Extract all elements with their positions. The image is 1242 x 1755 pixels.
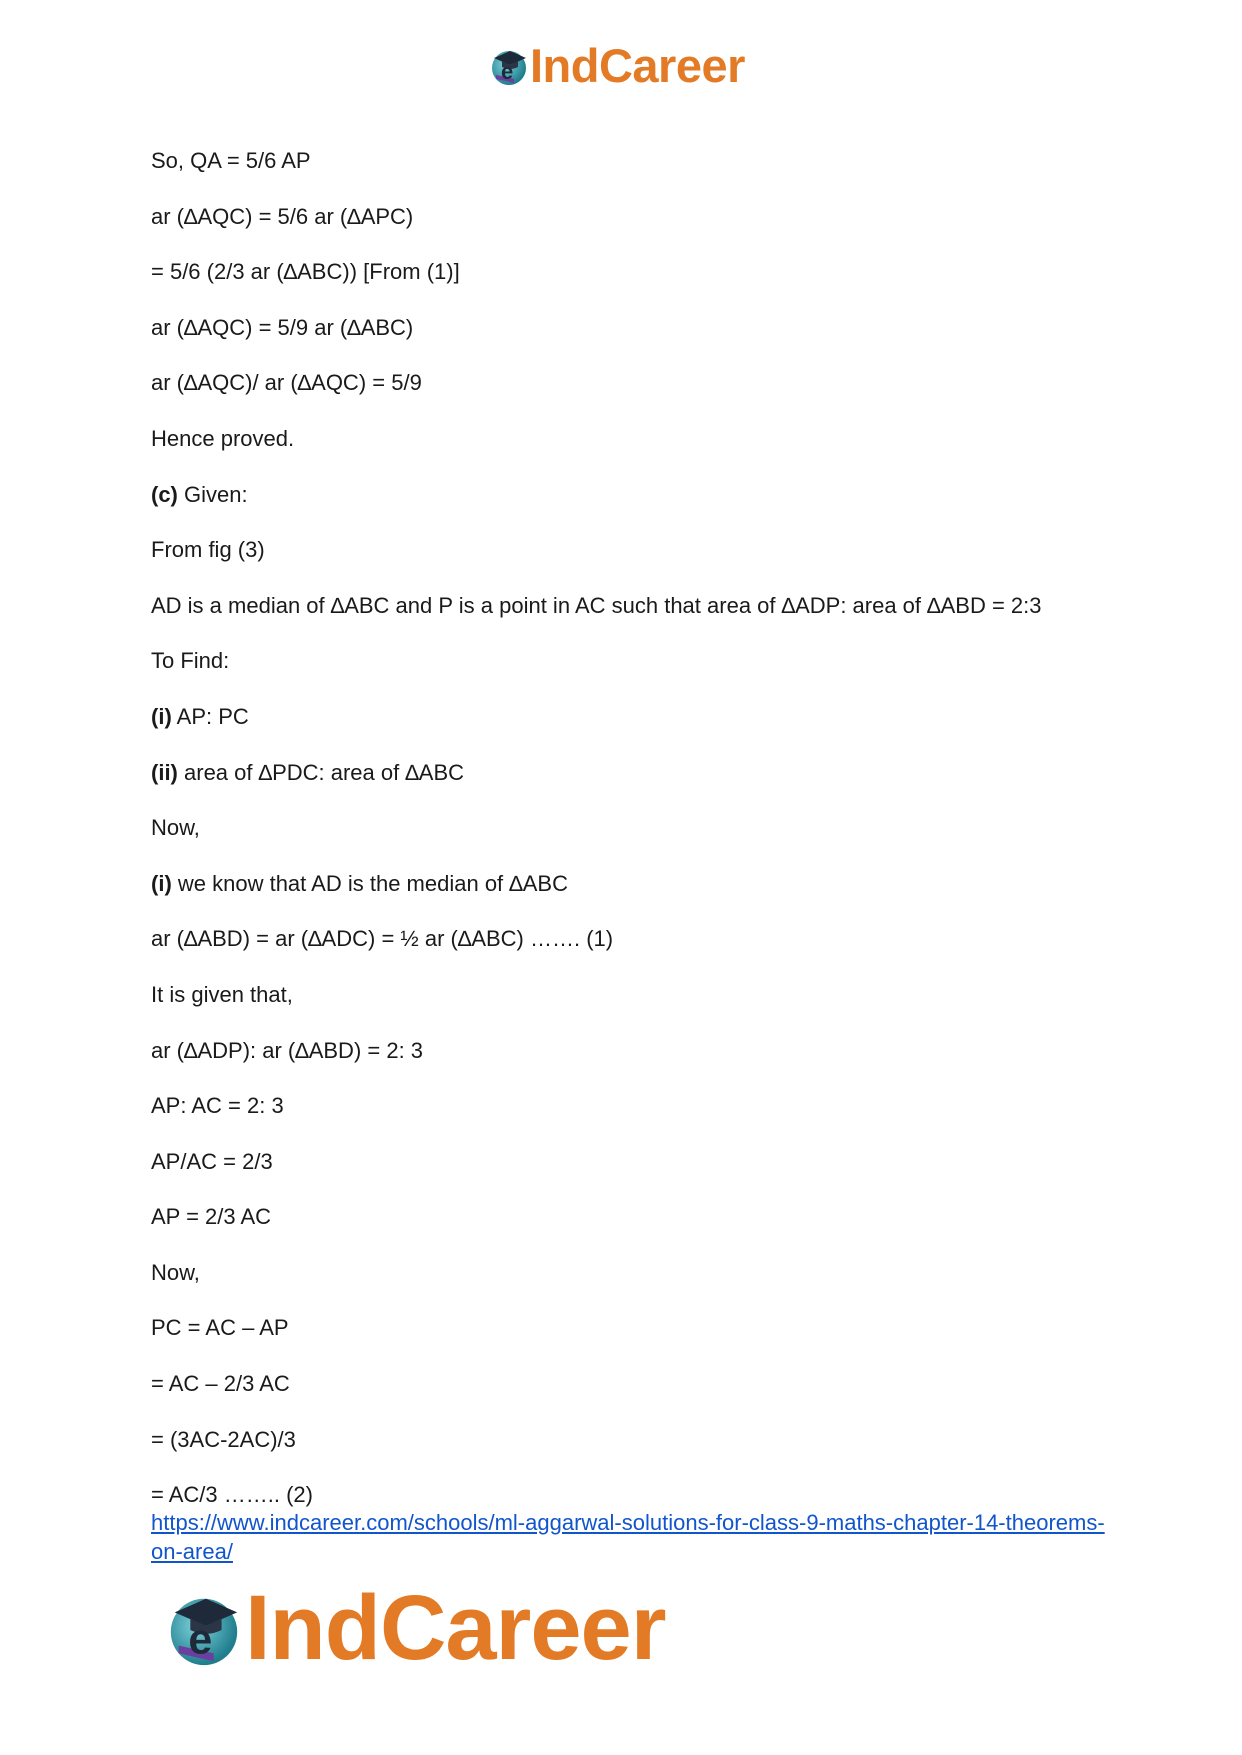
text-line <box>151 1260 1111 1286</box>
text-line <box>151 370 1111 396</box>
line-text: Now, <box>151 1259 200 1285</box>
footer-logo-text: IndCareer <box>245 1577 666 1679</box>
line-label: (ii) <box>151 759 178 785</box>
line-text: Hence proved. <box>151 425 295 451</box>
text-line <box>151 426 1111 452</box>
svg-text:e: e <box>501 58 514 84</box>
line-text: To Find: <box>151 648 230 674</box>
header-logo-text: IndCareer <box>530 39 745 92</box>
text-line <box>151 760 1111 786</box>
line-text: From fig (3) <box>151 537 265 563</box>
line-label: (i) <box>151 870 172 896</box>
line-text: = AC – 2/3 AC <box>151 1371 290 1397</box>
line-text: ar (∆ADP): ar (∆ABD) = 2: 3 <box>151 1037 424 1063</box>
source-link[interactable]: https://www.indcareer.com/schools/ml-aggarwal-solutions-for-class-9-maths-chapter-14-theorems-on-area/ <box>151 1510 1105 1565</box>
text-line <box>151 259 1111 285</box>
text-line <box>151 815 1111 841</box>
text-line <box>151 1038 1111 1064</box>
text-line <box>151 482 1111 508</box>
text-line <box>151 871 1111 897</box>
text-line <box>151 704 1111 730</box>
line-text: It is given that, <box>151 981 293 1007</box>
text-line <box>151 1427 1111 1453</box>
graduation-cap-e-icon <box>163 1587 245 1669</box>
text-line <box>151 148 1111 174</box>
text-line <box>151 1482 1111 1508</box>
line-text: ar (∆ABD) = ar (∆ADC) = ½ ar (∆ABC) ……. (1) <box>151 926 614 952</box>
line-text: Given: <box>177 481 248 507</box>
text-line <box>151 315 1111 341</box>
line-text: AP: AC = 2: 3 <box>151 1093 284 1119</box>
text-line <box>151 1315 1111 1341</box>
line-text: Now, <box>151 815 200 841</box>
line-text: = 5/6 (2/3 ar (∆ABC)) [From (1)] <box>151 259 460 285</box>
footer-logo <box>163 1577 666 1679</box>
text-line <box>151 1204 1111 1230</box>
text-line <box>151 537 1111 563</box>
line-text: ar (∆AQC)/ ar (∆AQC) = 5/9 <box>151 370 422 396</box>
text-line <box>151 593 1111 619</box>
text-line <box>151 982 1111 1008</box>
text-line <box>151 1371 1111 1397</box>
line-text: AP = 2/3 AC <box>151 1204 272 1230</box>
graduation-cap-e-icon <box>488 45 530 87</box>
header-logo <box>488 39 745 92</box>
line-label: (i) <box>151 703 172 729</box>
line-text: AP/AC = 2/3 <box>151 1148 273 1174</box>
line-text: ar (∆AQC) = 5/9 ar (∆ABC) <box>151 314 414 340</box>
text-line <box>151 648 1111 674</box>
text-line <box>151 204 1111 230</box>
text-line <box>151 1149 1111 1175</box>
line-text: AP: PC <box>171 703 249 729</box>
text-line <box>151 926 1111 952</box>
line-text: area of ∆PDC: area of ∆ABC <box>177 759 465 785</box>
line-text: = (3AC-2AC)/3 <box>151 1426 296 1452</box>
line-text: PC = AC – AP <box>151 1315 289 1341</box>
line-text: = AC/3 …….. (2) <box>151 1482 313 1508</box>
line-text: we know that AD is the median of ∆ABC <box>171 870 568 896</box>
line-text: So, QA = 5/6 AP <box>151 148 311 173</box>
line-text: AD is a median of ∆ABC and P is a point in AC such that area of ∆ADP: area of ∆ABD = 2:3 <box>151 592 1042 618</box>
line-label: (c) <box>151 481 178 507</box>
svg-text:e: e <box>188 1615 213 1664</box>
text-line <box>151 1093 1111 1119</box>
line-text: ar (∆AQC) = 5/6 ar (∆APC) <box>151 203 414 229</box>
document-body <box>151 148 1111 1566</box>
